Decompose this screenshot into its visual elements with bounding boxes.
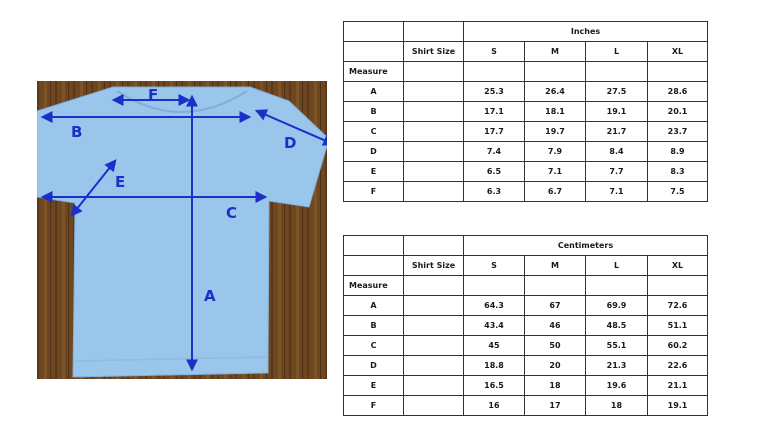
value-cell: 18 xyxy=(586,396,648,416)
value-cell: 72.6 xyxy=(648,296,708,316)
measure-header-row xyxy=(344,276,708,296)
size-header: S xyxy=(464,42,525,62)
value-cell: 8.9 xyxy=(648,142,708,162)
value-cell: 7.5 xyxy=(648,182,708,202)
value-cell: 19.6 xyxy=(586,376,648,396)
value-cell: 48.5 xyxy=(586,316,648,336)
value-cell: 46 xyxy=(525,316,586,336)
size-header: XL xyxy=(648,42,708,62)
value-cell: 69.9 xyxy=(586,296,648,316)
value-cell: 8.4 xyxy=(586,142,648,162)
value-cell: 64.3 xyxy=(464,296,525,316)
size-header: L xyxy=(586,256,648,276)
value-cell: 16.5 xyxy=(464,376,525,396)
value-cell: 21.3 xyxy=(586,356,648,376)
measure-cell: A xyxy=(344,82,404,102)
value-cell: 16 xyxy=(464,396,525,416)
measure-cell: F xyxy=(344,396,404,416)
table-row xyxy=(344,182,708,202)
measure-cell: D xyxy=(344,142,404,162)
value-cell: 17 xyxy=(525,396,586,416)
value-cell: 7.1 xyxy=(586,182,648,202)
measure-cell: C xyxy=(344,122,404,142)
size-header: M xyxy=(525,256,586,276)
value-cell: 21.1 xyxy=(648,376,708,396)
value-cell: 18.1 xyxy=(525,102,586,122)
value-cell: 17.1 xyxy=(464,102,525,122)
value-cell: 19.1 xyxy=(586,102,648,122)
label-e: E xyxy=(115,173,126,191)
value-cell: 18.8 xyxy=(464,356,525,376)
unit-header-row xyxy=(344,22,708,42)
measure-header-row xyxy=(344,62,708,82)
unit-header-row xyxy=(344,236,708,256)
value-cell: 7.1 xyxy=(525,162,586,182)
value-cell: 19.1 xyxy=(648,396,708,416)
measure-label: Measure xyxy=(344,62,404,82)
table-row xyxy=(344,336,708,356)
measure-cell: A xyxy=(344,296,404,316)
unit-label: Inches xyxy=(464,22,708,42)
measure-cell: C xyxy=(344,336,404,356)
value-cell: 45 xyxy=(464,336,525,356)
table-row xyxy=(344,162,708,182)
table-row xyxy=(344,396,708,416)
label-d: D xyxy=(284,134,297,152)
value-cell: 25.3 xyxy=(464,82,525,102)
value-cell: 18 xyxy=(525,376,586,396)
value-cell: 20.1 xyxy=(648,102,708,122)
value-cell: 20 xyxy=(525,356,586,376)
centimeters-size-table xyxy=(343,235,708,416)
shirt-size-label: Shirt Size xyxy=(404,42,464,62)
table-row xyxy=(344,316,708,336)
size-header: XL xyxy=(648,256,708,276)
value-cell: 7.4 xyxy=(464,142,525,162)
value-cell: 51.1 xyxy=(648,316,708,336)
measure-cell: B xyxy=(344,316,404,336)
value-cell: 22.6 xyxy=(648,356,708,376)
label-f: F xyxy=(148,86,159,104)
size-header: M xyxy=(525,42,586,62)
value-cell: 17.7 xyxy=(464,122,525,142)
value-cell: 43.4 xyxy=(464,316,525,336)
value-cell: 28.6 xyxy=(648,82,708,102)
table-row xyxy=(344,142,708,162)
unit-label: Centimeters xyxy=(464,236,708,256)
table-row xyxy=(344,102,708,122)
table-row xyxy=(344,122,708,142)
size-header-row xyxy=(344,42,708,62)
label-c: C xyxy=(226,204,238,222)
table-row xyxy=(344,82,708,102)
value-cell: 21.7 xyxy=(586,122,648,142)
value-cell: 6.3 xyxy=(464,182,525,202)
tshirt-measurement-photo xyxy=(37,81,327,379)
value-cell: 26.4 xyxy=(525,82,586,102)
table-row xyxy=(344,296,708,316)
measure-label: Measure xyxy=(344,276,404,296)
measure-cell: E xyxy=(344,376,404,396)
measure-cell: B xyxy=(344,102,404,122)
measure-cell: E xyxy=(344,162,404,182)
value-cell: 6.5 xyxy=(464,162,525,182)
table-row xyxy=(344,376,708,396)
value-cell: 6.7 xyxy=(525,182,586,202)
shirt-size-label: Shirt Size xyxy=(404,256,464,276)
value-cell: 23.7 xyxy=(648,122,708,142)
value-cell: 27.5 xyxy=(586,82,648,102)
measure-cell: D xyxy=(344,356,404,376)
size-header: S xyxy=(464,256,525,276)
inches-size-table xyxy=(343,21,708,202)
value-cell: 55.1 xyxy=(586,336,648,356)
size-header-row xyxy=(344,256,708,276)
value-cell: 50 xyxy=(525,336,586,356)
value-cell: 60.2 xyxy=(648,336,708,356)
label-a: A xyxy=(204,287,216,305)
value-cell: 8.3 xyxy=(648,162,708,182)
value-cell: 7.9 xyxy=(525,142,586,162)
measure-cell: F xyxy=(344,182,404,202)
label-b: B xyxy=(71,123,83,141)
value-cell: 7.7 xyxy=(586,162,648,182)
value-cell: 67 xyxy=(525,296,586,316)
size-header: L xyxy=(586,42,648,62)
value-cell: 19.7 xyxy=(525,122,586,142)
table-row xyxy=(344,356,708,376)
